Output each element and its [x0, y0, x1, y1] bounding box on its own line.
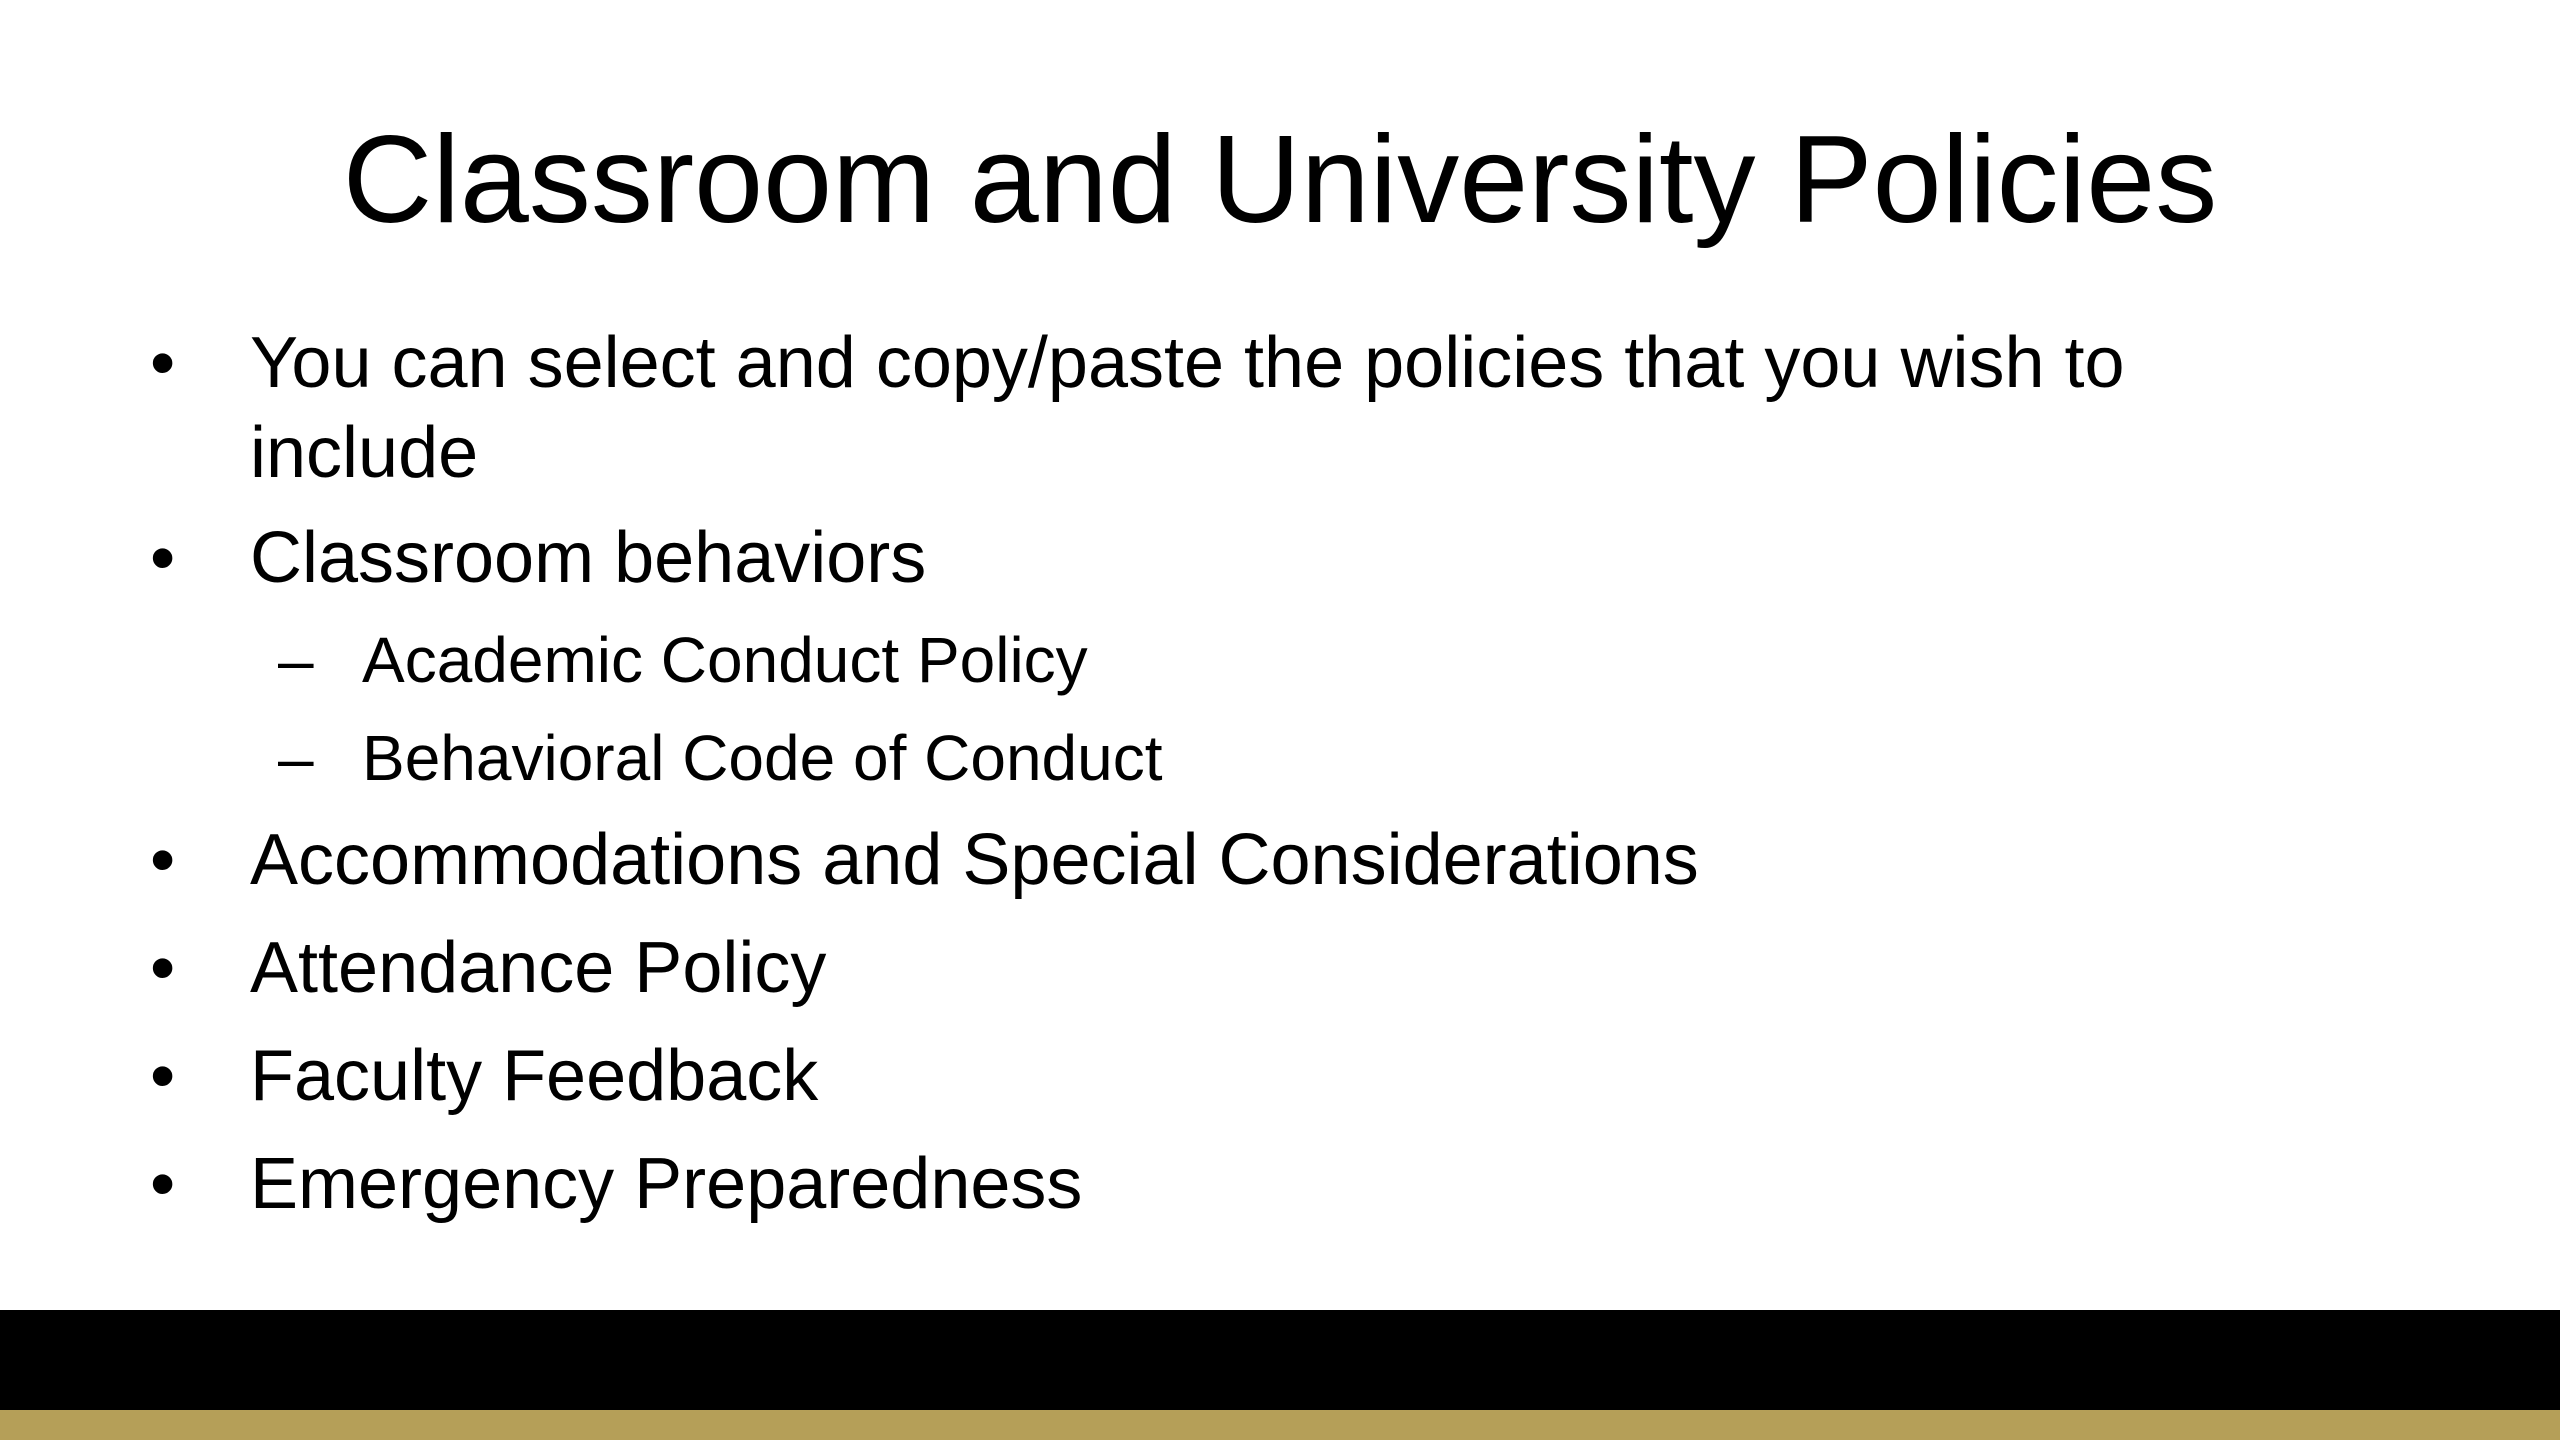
bullet-icon: • [150, 518, 176, 598]
list-item [0, 1139, 2560, 1229]
list-item [0, 513, 2560, 603]
bullet-icon: • [150, 323, 176, 403]
footer-black-bar [0, 1310, 2560, 1410]
list-item-text: Attendance Policy [250, 928, 827, 1008]
dash-icon: – [278, 722, 314, 794]
list-item-text: You can select and copy/paste the policies that you wish to include [250, 323, 2125, 493]
list-item-text: Accommodations and Special Considerations [250, 820, 1699, 900]
list-item [0, 1031, 2560, 1121]
sub-list-item [0, 718, 2560, 798]
list-item-text: Faculty Feedback [250, 1036, 819, 1116]
slide-title: Classroom and University Policies [342, 111, 2218, 249]
list-item [0, 923, 2560, 1013]
dash-icon: – [278, 624, 314, 696]
footer-gold-bar [0, 1410, 2560, 1440]
list-item [0, 815, 2560, 905]
sub-list-item-text: Behavioral Code of Conduct [362, 722, 1163, 794]
bullet-icon: • [150, 1036, 176, 1116]
sub-list-item [0, 620, 2560, 700]
list-item-text: Emergency Preparedness [250, 1144, 1083, 1224]
bullet-icon: • [150, 1144, 176, 1224]
bullet-icon: • [150, 928, 176, 1008]
bullet-icon: • [150, 820, 176, 900]
list-item [0, 318, 2560, 498]
list-item-text: Classroom behaviors [250, 518, 927, 598]
sub-list-item-text: Academic Conduct Policy [362, 624, 1088, 696]
